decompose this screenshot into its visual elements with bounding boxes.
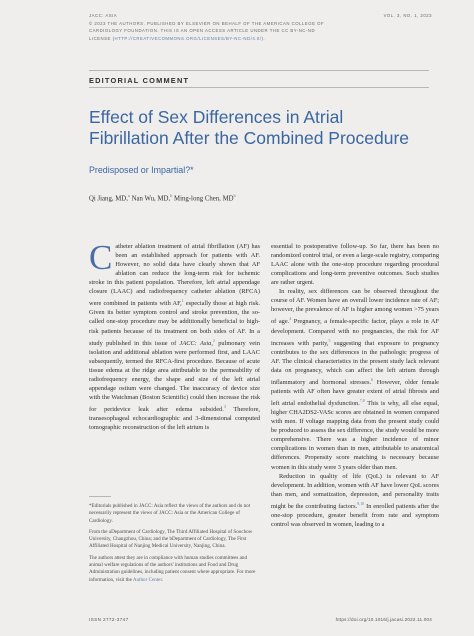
- footnotes: [89, 503, 261, 588]
- author-2: Nan Wu, MD,: [129, 195, 171, 203]
- drop-cap: C: [89, 238, 113, 277]
- journal-header: [89, 12, 329, 42]
- license-link[interactable]: HTTP://CREATIVECOMMONS.ORG/LICENSES/BY-NC-ND/4.0/: [114, 35, 262, 41]
- body-paragraph: Reduction in quality of life (QoL) is relevant to AF development. In addition, women with AF have lower QoL scores than men, and somatization, depression, and personality traits might be the contributing factors.$^{9,10}$ In enrolled patients after the one-stop procedure, greater benefit from rate and symptom control was observed in women, leading to a: [271, 472, 439, 528]
- body-paragraph: In reality, sex differences can be observed throughout the course of AF. Women have an overall lower incidence rate of AF; however, the prevalence of AF is higher among women >75 years of age.$^4$ Pregnancy, a female-specific factor, plays a role in AF development. Compared with no pregnancies, the risk for AF increases with parity,$^5$ suggesting that exposure to pregnancy contributes to the sex differences in the pathologic progress of AF. The clinical characteristics in the present study lack relevant data on pregnancy, which can affect the left atrium through inflammatory and hormonal stresses.$^6$ However, older female patients with AF often have greater extent of atrial fibrosis and left atrial endothelial dysfunction.$^{7,8}$ This is why, all else equal, higher CHA2DS2-VASc scores are obtained in women compared with men. If voltage mapping data from the present study could be produced to assess the sex difference, the study would be more comprehensive. There was a higher incidence of minor complications in women than in men, attributable to anatomical differences. Propensity score matching is necessary because women in this study were 3 years older than men.: [271, 288, 439, 471]
- reference-link[interactable]: 1: [181, 298, 184, 304]
- author-center-link[interactable]: Author Center: [132, 576, 162, 583]
- author-1-affiliation[interactable]: a: [127, 193, 130, 198]
- issn: ISSN 2772-3747: [89, 617, 129, 622]
- reference-link[interactable]: 9,10: [357, 500, 365, 506]
- section-bottom-rule: [89, 87, 429, 88]
- article-subtitle: Predisposed or Impartial?*: [89, 165, 194, 175]
- footnote-affiliations: From the aDepartment of Cardiology, The Third Affiliated Hospital of Soochow University, Changzhou, China; and the bDepartment of Cardiology, The First Affiliated Hospital of Nanjing Medical University, Nanjing, China.: [89, 528, 253, 550]
- body-paragraph: Catheter ablation treatment of atrial fibrillation (AF) has been an established approach for patients with AF. However, no solid data have clearly shown that AF ablation can reduce the long-term risk for ischemic stroke in this patient population. Therefore, left atrial appendage closure (LAAC) and radiofrequency catheter ablation (RFCA) were combined in patients with AF,$^1$ especially those at high risk. Given its better symptom control and stroke prevention, the so-called one-stop procedure may be additionally beneficial to high-risk patients because of its treatment on both sides of AF. In a study published in this issue of JACC: Asia,$^2$ pulmonary vein isolation and additional ablation were performed first, and LAAC subsequently, termed the RFCA-first procedure. Because of acute tissue edema at the ridge area attributable to the permeability of radiofrequency energy, the shape and size of the left atrial appendage ostium were changed. The inaccuracy of device size with the Watchman (Boston Scientific) could then increase the risk for peridevice leak after edema subsided.$^3$ Therefore, transesophageal echocardiographic and 3-dimensional computed tomographic reconstruction of the left atrium is: [89, 238, 260, 432]
- author-list: [89, 193, 236, 202]
- author-3-affiliation[interactable]: b: [233, 193, 236, 198]
- journal-mention: JACC: Asia: [179, 339, 212, 347]
- footnote-editorial: *Editorials published in JACC: Asia reflect the views of the authors and do not necessarily represent the views of JACC: Asia or the American College of Cardiology.: [89, 503, 251, 524]
- author-1: Qi Jiang, MD,: [89, 195, 128, 203]
- reference-link[interactable]: 3: [223, 404, 226, 410]
- footnote-compliance: The authors attest they are in compliance with human studies committees and animal welfare regulations of the authors' institutions and Food and Drug Administration guidelines, including patient consent where appropriate. For more information, visit the Author Center.: [89, 554, 256, 583]
- reference-link[interactable]: 6: [371, 376, 374, 382]
- body-column-left: [89, 238, 260, 432]
- doi-link[interactable]: https://doi.org/10.1016/j.jacasi.2022.11.004: [335, 617, 432, 622]
- body-column-right: [271, 242, 439, 529]
- author-2-affiliation[interactable]: b: [170, 193, 173, 198]
- volume-info: VOL. 3, NO. 1, 2023: [383, 13, 432, 18]
- body-paragraph: essential to postoperative follow-up. So far, there has been no randomized control trial, or even a large-scale registry, comparing LAAC alone with the one-stop procedure regarding procedural complications and long-term preventive outcomes. Such studies are rather urgent.: [271, 243, 439, 287]
- journal-name: JACC: ASIA: [89, 13, 118, 18]
- reference-link[interactable]: 2: [212, 337, 215, 343]
- section-label: EDITORIAL COMMENT: [89, 76, 190, 85]
- reference-link[interactable]: 5: [328, 337, 331, 343]
- footnote-rule: [89, 496, 111, 497]
- copyright-notice: [89, 20, 329, 43]
- reference-link[interactable]: 7,8: [359, 398, 365, 404]
- article-title: Effect of Sex Differences in Atrial Fibrillation After the Combined Procedure: [89, 106, 410, 148]
- section-top-rule: [89, 70, 429, 71]
- copyright-text: © 2023 THE AUTHORS. PUBLISHED BY ELSEVIER ON BEHALF OF THE AMERICAN COLLEGE OF CARDIOLOGY FOUNDATION. THIS IS AN OPEN ACCESS ARTICLE UNDER THE CC BY-NC-ND LICENSE (: [89, 20, 325, 41]
- author-3: Ming-long Chen, MD: [172, 195, 234, 203]
- reference-link[interactable]: 4: [289, 316, 292, 322]
- copyright-close: ).: [261, 35, 266, 41]
